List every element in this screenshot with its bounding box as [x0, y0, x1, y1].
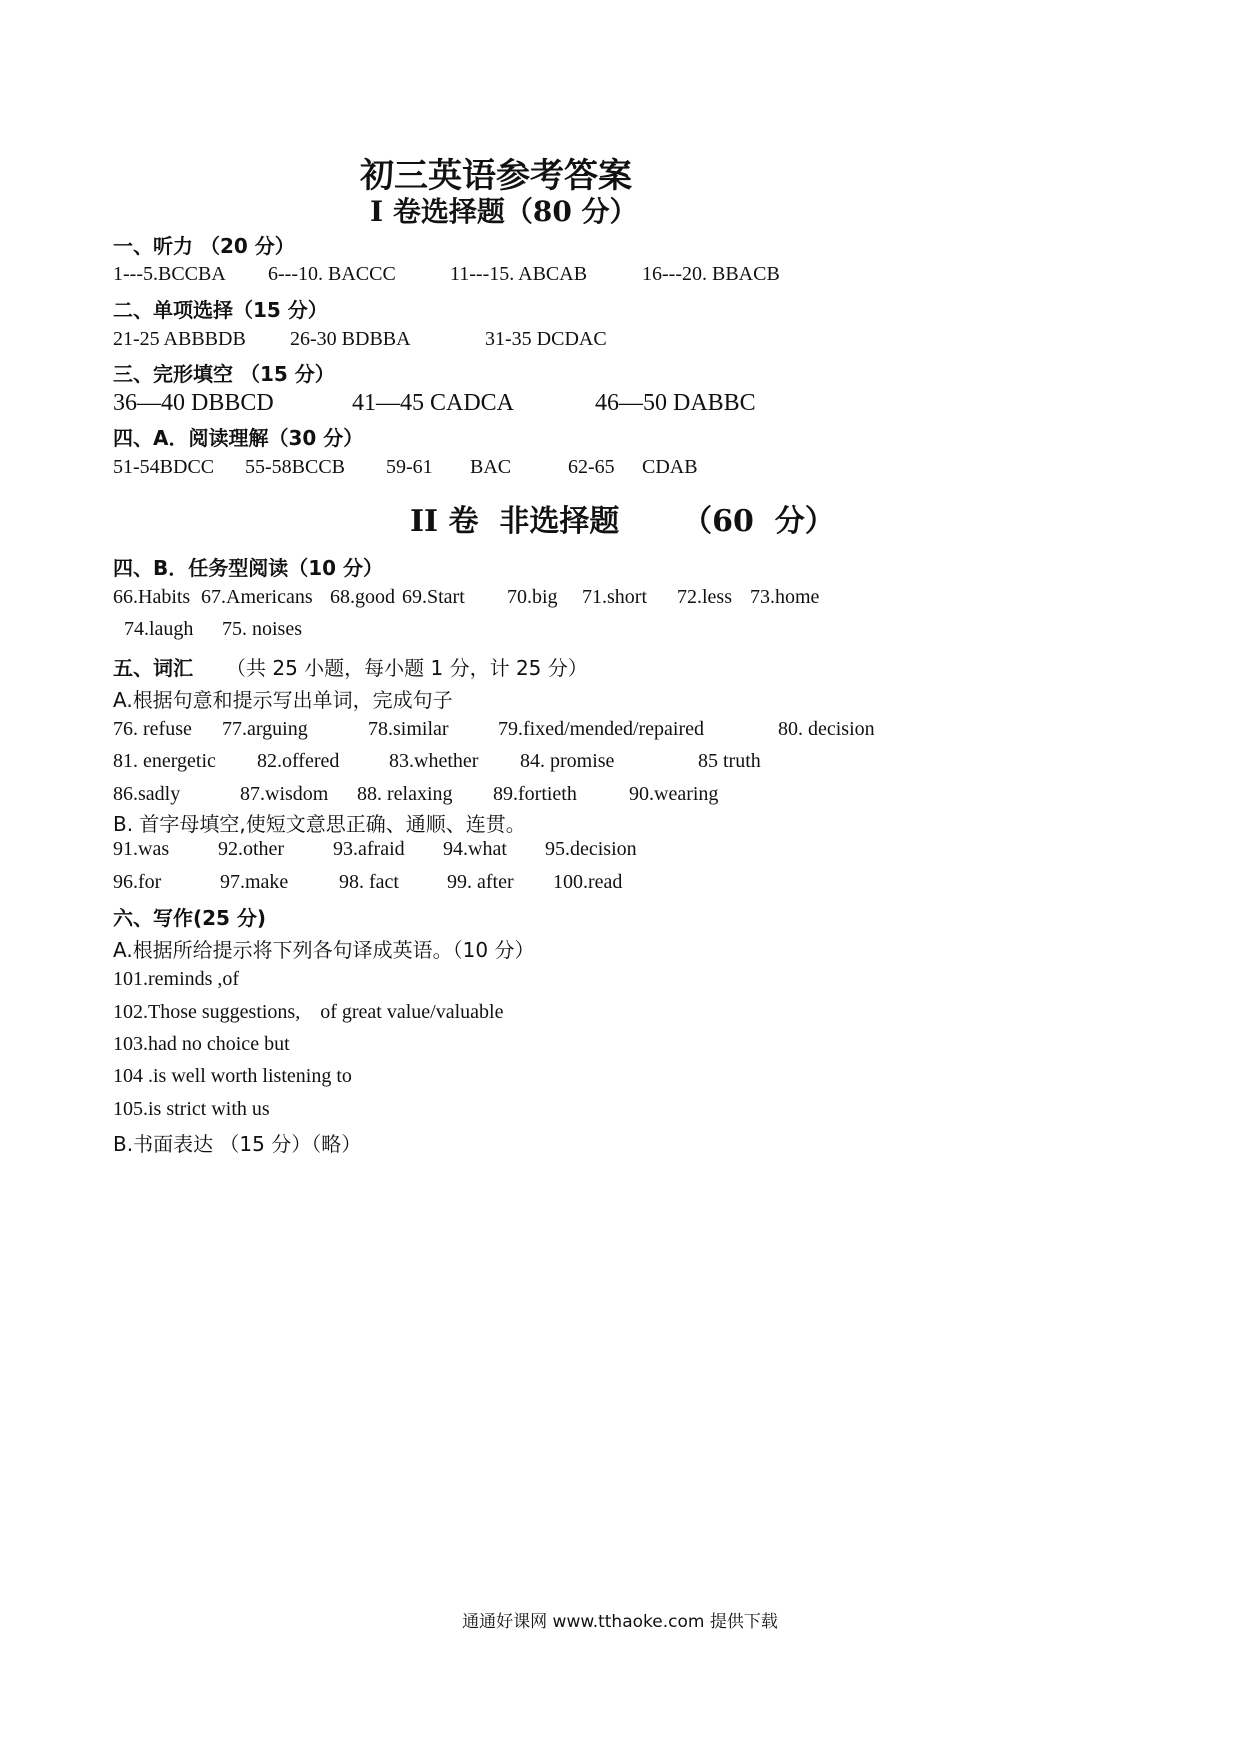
answer-item: 51-54BDCC	[113, 456, 215, 478]
vocabulary-heading: 五、词汇	[113, 656, 193, 680]
writing-sub-a: A.根据所给提示将下列各句译成英语。（10 分）	[113, 938, 535, 962]
page-title: 初三英语参考答案	[360, 156, 632, 196]
answer-item: 69.Start	[402, 586, 465, 608]
answer-item: 82.offered	[257, 750, 340, 772]
writing-answer: 105.is strict with us	[113, 1098, 270, 1120]
writing-heading: 六、写作(25 分)	[113, 906, 267, 930]
vocabulary-heading-note: （共 25 小题，每小题 1 分，计 25 分）	[226, 656, 588, 680]
answer-item: 73.home	[750, 586, 820, 608]
footer-text: 通通好课网 www.tthaoke.com 提供下载	[462, 1612, 778, 1632]
answer-item: 85 truth	[698, 750, 761, 772]
answer-item: 84. promise	[520, 750, 615, 772]
part2-heading: II 卷 非选择题 （60 分）	[410, 504, 835, 539]
answer-item: 76. refuse	[113, 718, 192, 740]
answer-item: 83.whether	[389, 750, 479, 772]
answer-item: CDAB	[642, 456, 698, 478]
cloze-heading: 三、完形填空 （15 分）	[113, 362, 335, 386]
answer-item: 41—45 CADCA	[352, 390, 515, 416]
answer-item: 98. fact	[339, 871, 399, 893]
answer-item: 21-25 ABBBDB	[113, 328, 246, 350]
answer-item: 1---5.BCCBA	[113, 263, 226, 285]
part1-heading: I 卷选择题（80 分）	[370, 195, 638, 228]
answer-item: 72.less	[677, 586, 732, 608]
answer-item: 68.good	[330, 586, 395, 608]
answer-item: 79.fixed/mended/repaired	[498, 718, 705, 740]
answer-item: 59-61	[386, 456, 433, 478]
answer-item: 89.fortieth	[493, 783, 577, 805]
vocabulary-sub-b: B. 首字母填空,使短文意思正确、通顺、连贯。	[113, 812, 526, 836]
answer-item: 87.wisdom	[240, 783, 329, 805]
answer-item: 93.afraid	[333, 838, 405, 860]
answer-item: 46—50 DABBC	[595, 390, 756, 416]
answer-item: 100.read	[553, 871, 623, 893]
answer-item: 91.was	[113, 838, 170, 860]
answer-item: 95.decision	[545, 838, 637, 860]
answer-item: 81. energetic	[113, 750, 216, 772]
answer-item: 77.arguing	[222, 718, 308, 740]
answer-item: 67.Americans	[201, 586, 313, 608]
answer-item: 92.other	[218, 838, 285, 860]
answer-item: 99. after	[447, 871, 514, 893]
answer-item: 80. decision	[778, 718, 875, 740]
answer-item: 86.sadly	[113, 783, 181, 805]
writing-answer: 103.had no choice but	[113, 1033, 290, 1055]
answer-item: 11---15. ABCAB	[450, 263, 588, 285]
answer-item: 31-35 DCDAC	[485, 328, 607, 350]
listening-heading: 一、听力 （20 分）	[113, 234, 295, 258]
single-choice-heading: 二、单项选择（15 分）	[113, 298, 328, 322]
answer-item: 16---20. BBACB	[642, 263, 780, 285]
answer-item: 55-58BCCB	[245, 456, 346, 478]
answer-item: 96.for	[113, 871, 162, 893]
answer-item: 70.big	[507, 586, 558, 608]
answer-item: 88. relaxing	[357, 783, 453, 805]
answer-item: 75. noises	[222, 618, 302, 640]
answer-item: 74.laugh	[124, 618, 194, 640]
writing-answer: 102.Those suggestions, of great value/valuable	[113, 1001, 504, 1023]
answer-item: 6---10. BACCC	[268, 263, 396, 285]
answer-item: 26-30 BDBBA	[290, 328, 411, 350]
vocabulary-sub-a: A.根据句意和提示写出单词，完成句子	[113, 688, 453, 712]
task-reading-heading: 四、B．任务型阅读（10 分）	[113, 556, 384, 580]
writing-answer: 101.reminds ,of	[113, 968, 240, 990]
answer-item: 94.what	[443, 838, 507, 860]
answer-item: BAC	[470, 456, 512, 478]
answer-item: 66.Habits	[113, 586, 191, 608]
answer-item: 97.make	[220, 871, 289, 893]
answer-item: 62-65	[568, 456, 615, 478]
answer-item: 36—40 DBBCD	[113, 390, 274, 416]
writing-answer: 104 .is well worth listening to	[113, 1065, 352, 1087]
answer-item: 71.short	[582, 586, 647, 608]
writing-sub-b: B.书面表达 （15 分）（略）	[113, 1132, 362, 1156]
answer-item: 90.wearing	[629, 783, 719, 805]
reading-heading: 四、A．阅读理解（30 分）	[113, 426, 364, 450]
answer-item: 78.similar	[368, 718, 449, 740]
